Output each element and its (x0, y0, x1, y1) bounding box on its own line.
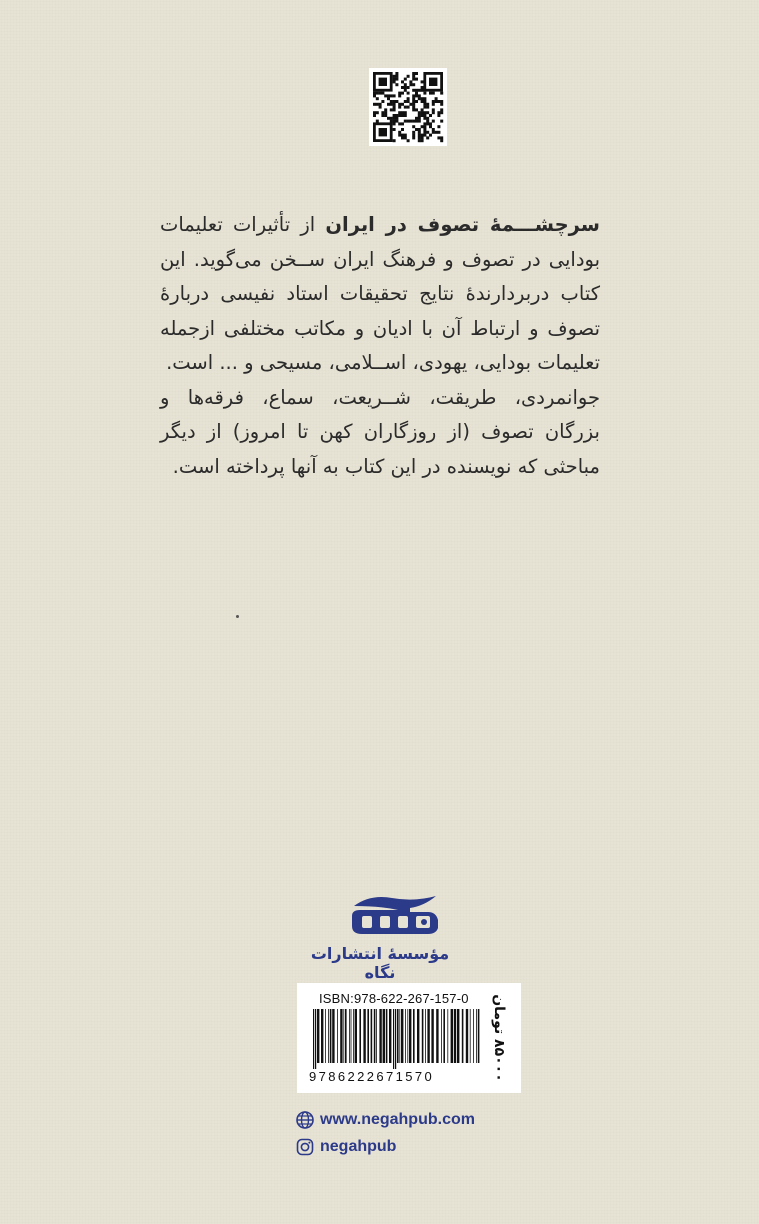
publisher-logo-graphic (340, 892, 450, 940)
speck (236, 615, 239, 618)
publisher-name: مؤسسهٔ انتشارات نگاه (310, 944, 450, 982)
barcode-bars (311, 1009, 483, 1069)
description-paragraph-2: جوانمردی، طریقت، شــریعت، سماع، فرقه‌ها و بزرگان تصوف (از روزگاران کهن تا امروز) از دیگر مباحثی که نویسنده در این کتاب به آنها پرداخته است. (160, 385, 600, 478)
description-paragraph-1 (160, 208, 600, 381)
qr-code-graphic (369, 68, 447, 146)
website-url[interactable]: www.negahpub.com (320, 1111, 475, 1128)
instagram-line (296, 1138, 396, 1156)
price-label (482, 990, 516, 1086)
isbn-text: ISBN:978-622-267-157-0 (319, 991, 469, 1006)
barcode-number: 9786222671570 (309, 1069, 435, 1084)
book-title-inline: سرچشـــمهٔ تصوف در ایران (325, 213, 600, 236)
price-text: ۸۵۰۰۰ تومان (491, 994, 507, 1082)
description-paragraph-1-text: از تأثیرات تعلیمات بودایی در تصوف و فرهنگ ایران ســخن می‌گوید. این کتاب دربردارندهٔ نتایج تحقیقات استاد نفیسی دربارهٔ تصوف و ارتباط آن با ادیان و مکاتب مختلفی ازجمله تعلیمات بودایی، یهودی، اســلامی، مسیحی و ... است. (160, 213, 600, 374)
qr-code-icon (369, 68, 447, 146)
website-line (296, 1111, 475, 1129)
publisher-logo (340, 892, 450, 940)
book-description (160, 208, 600, 484)
globe-icon (296, 1111, 314, 1129)
instagram-handle[interactable]: negahpub (320, 1138, 397, 1155)
instagram-icon (296, 1138, 314, 1156)
